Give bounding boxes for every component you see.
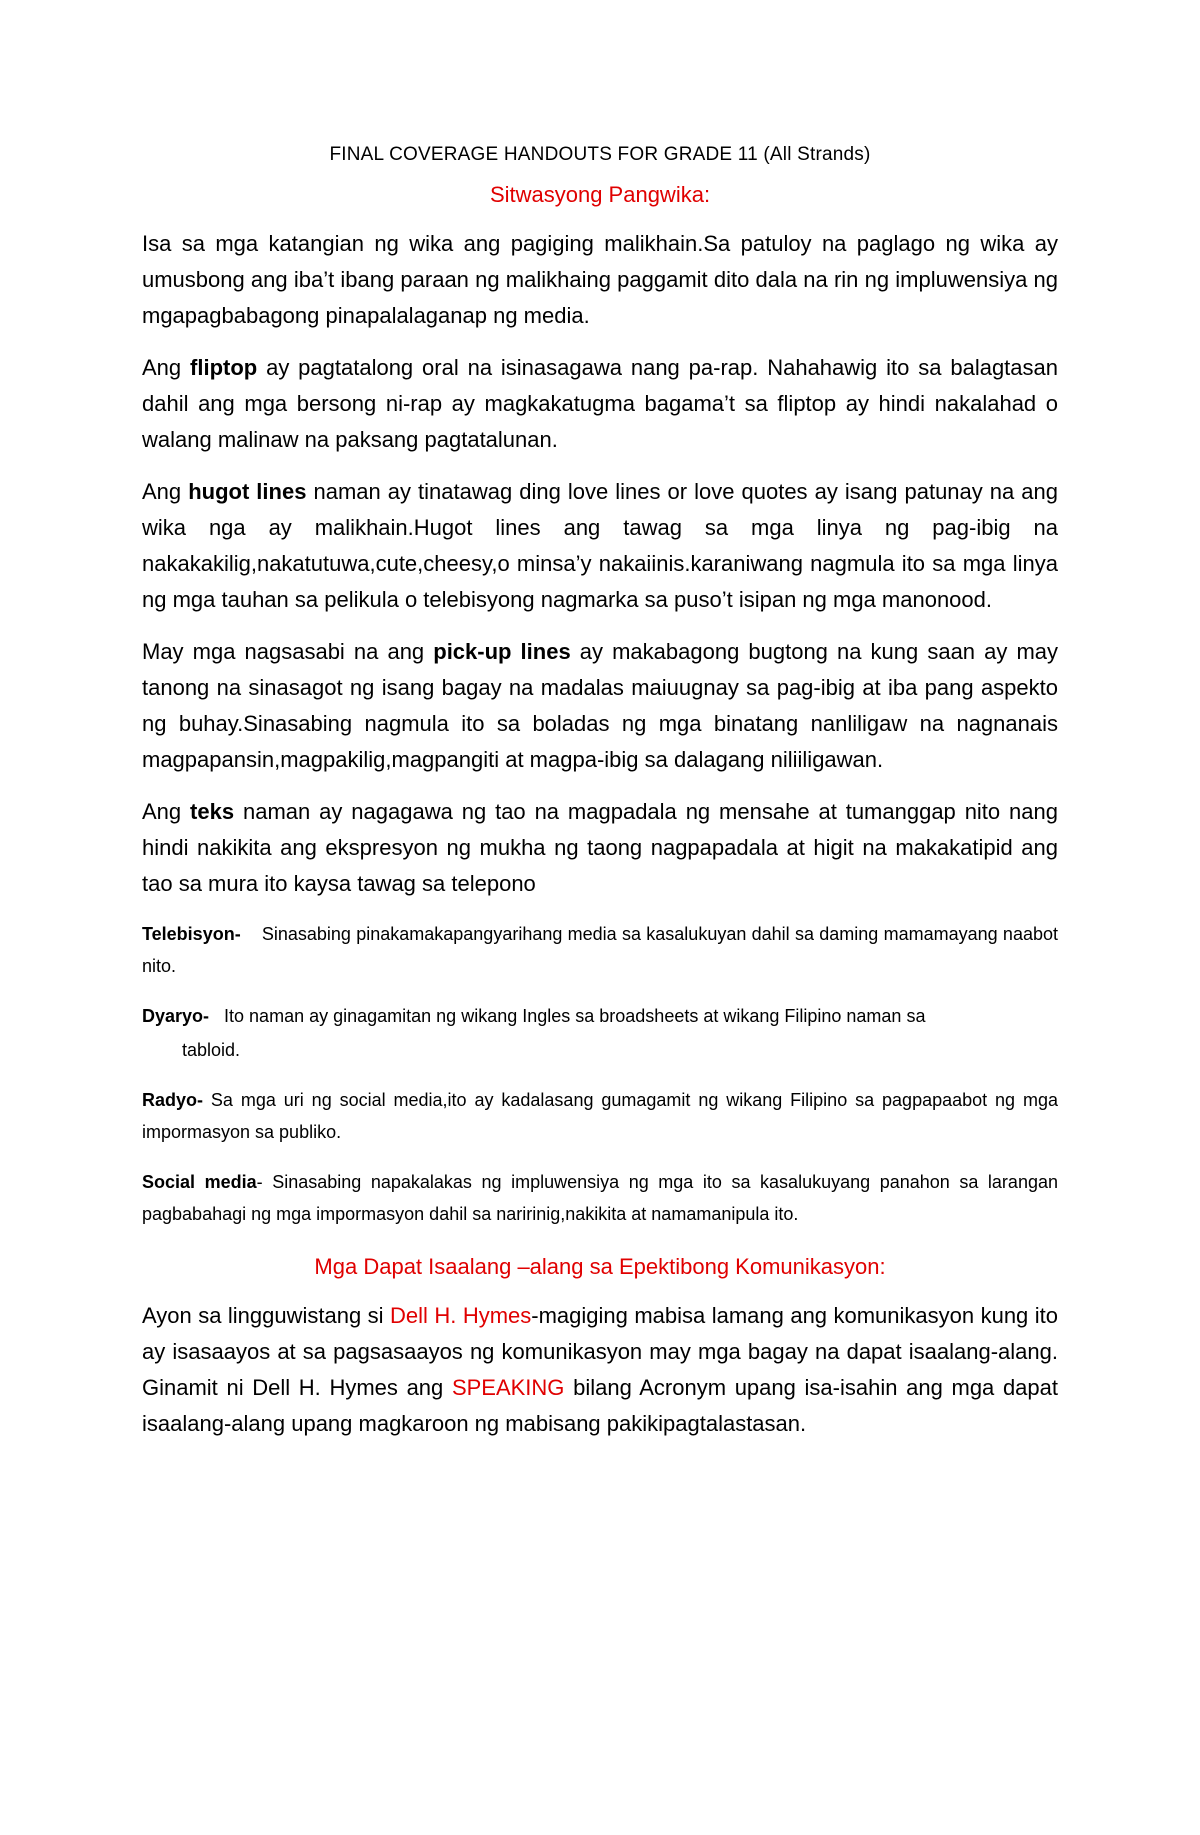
section-heading-sitwasyong-pangwika: Sitwasyong Pangwika:	[489, 182, 711, 207]
paragraph-tail: bilang Acronym upang isa-isahin ang mga dapat isaalang-alang upang magkaroon ng mabisang pakikipagtalastasan.	[142, 1375, 1058, 1436]
media-term: Dyaryo-	[142, 1006, 210, 1026]
media-description: Sa mga uri ng social media,ito ay kadalasang gumagamit ng wikang Filipino sa pagpapaabot ng mga impormasyon sa publiko.	[142, 1090, 1058, 1142]
term-hugot-lines: hugot lines	[188, 479, 307, 504]
acronym-speaking: SPEAKING	[451, 1375, 565, 1400]
term-fliptop: fliptop	[190, 355, 258, 380]
paragraph-lead: Ang	[142, 799, 191, 824]
paragraph-body: ay pagtatalong oral na isinasagawa nang pa-rap. Nahahawig ito sa balagtasan dahil ang mga bersong ni-rap ay magkakatugma bagama’t sa fliptop ay hindi nakalahad o walang malinaw na paksang pagtatalunan.	[142, 355, 1058, 452]
media-item-telebisyon	[142, 918, 1064, 982]
document-content	[142, 144, 1064, 1458]
paragraph-hugot-lines	[142, 474, 1058, 618]
term-pick-up-lines: pick-up lines	[433, 639, 571, 664]
paragraph-lead: Ang	[142, 479, 189, 504]
paragraph-body: -magiging mabisa lamang ang komunikasyon kung ito ay isasaayos at sa pagsasaayos ng komunikasyon may mga bagay na dapat isaalang-alang. Ginamit ni Dell H. Hymes ang	[142, 1303, 1058, 1400]
media-item-radyo	[142, 1084, 1058, 1148]
document-title: FINAL COVERAGE HANDOUTS FOR GRADE 11 (All Strands)	[329, 144, 871, 165]
media-description: Sinasabing pinakamakapangyarihang media sa kasalukuyan dahil sa daming mamamayang naabot nito.	[142, 924, 1064, 976]
media-item-social-media	[142, 1166, 1058, 1230]
section-heading-epektibong-komunikasyon: Mga Dapat Isaalang –alang sa Epektibong Komunikasyon:	[314, 1254, 886, 1279]
media-description: - Sinasabing napakalakas ng impluwensiya ng mga ito sa kasalukuyang panahon sa larangan pagbabahagi ng mga impormasyon dahil sa naririnig,nakikita at namamanipula ito.	[142, 1172, 1058, 1224]
media-item-dyaryo-continuation: tabloid.	[182, 1040, 241, 1060]
paragraph-fliptop	[142, 350, 1058, 458]
paragraph-pick-up-lines	[142, 634, 1058, 778]
media-term: Telebisyon-	[142, 924, 241, 944]
paragraph-lead: Ayon sa lingguwistang si	[142, 1303, 391, 1328]
media-term: Radyo-	[142, 1090, 204, 1110]
media-term: Social media	[142, 1172, 257, 1192]
paragraph-body: naman ay nagagawa ng tao na magpadala ng mensahe at tumanggap nito nang hindi nakikita ang ekspresyon ng mukha ng taong nagpapadala at higit na makakatipid ang tao sa mura ito kaysa tawag sa telepono	[142, 799, 1058, 896]
media-description: Ito naman ay ginagamitan ng wikang Ingles sa broadsheets at wikang Filipino naman sa	[209, 1006, 926, 1026]
paragraph-teks	[142, 794, 1058, 902]
name-dell-hymes: Dell H. Hymes	[390, 1303, 532, 1328]
paragraph-lead: May mga nagsasabi na ang	[142, 639, 434, 664]
media-item-dyaryo	[142, 1000, 1058, 1032]
paragraph-lead: Ang	[142, 355, 191, 380]
paragraph-intro: Isa sa mga katangian ng wika ang pagiging malikhain.Sa patuloy na paglago ng wika ay umusbong ang iba’t ibang paraan ng malikhaing paggamit dito dala na rin ng impluwensiya ng mgapagbabagong pinapalalaganap ng media.	[142, 231, 1058, 328]
paragraph-hymes	[142, 1298, 1058, 1442]
term-teks: teks	[190, 799, 235, 824]
paragraph-body: naman ay tinatawag ding love lines or love quotes ay isang patunay na ang wika nga ay malikhain.Hugot lines ang tawag sa mga linya ng pag-ibig na nakakakilig,nakatutuwa,cute,cheesy,o minsa’y nakaiinis.karaniwang nagmula ito sa mga linya ng mga tauhan sa pelikula o telebisyong nagmarka sa puso’t isipan ng mga manonood.	[142, 479, 1059, 612]
paragraph-body: ay makabagong bugtong na kung saan ay may tanong na sinasagot ng isang bagay na madalas maiuugnay sa pag-ibig at iba pang aspekto ng buhay.Sinasabing nagmula ito sa boladas ng mga binatang nanliligaw na nagnanais magpapansin,magpakilig,magpangiti at magpa-ibig sa dalagang niliiligawan.	[142, 639, 1058, 772]
